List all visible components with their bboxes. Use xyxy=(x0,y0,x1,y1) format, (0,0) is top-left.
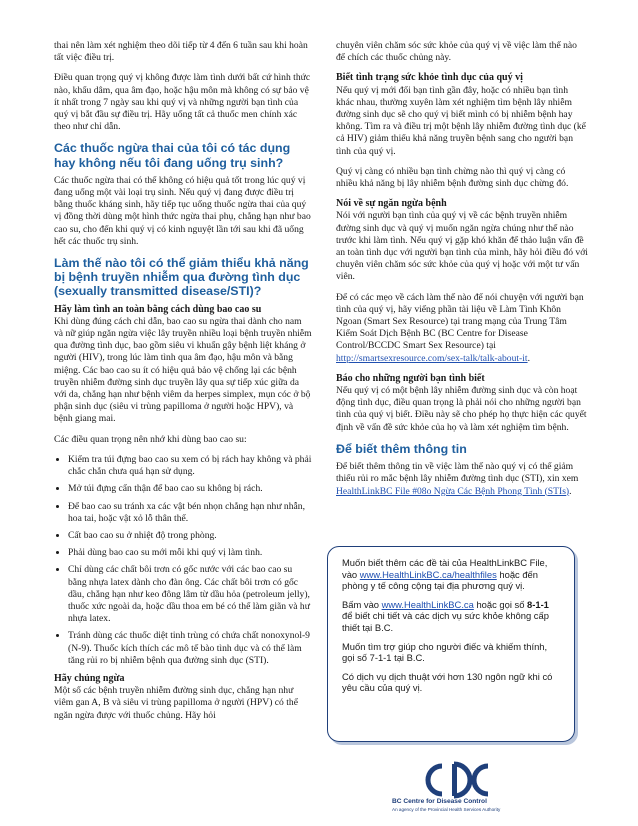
bccdc-logo xyxy=(392,760,542,820)
paragraph: Một số các bệnh truyền nhiễm đường sinh dục, chẳng hạn như viêm gan A, B và siêu vi trùng papilloma ở người (HPV) có thể ngăn ngừa được với thuốc chủng. Hãy hỏi xyxy=(54,685,298,721)
list-item: • Tránh dùng các thuốc diệt tinh trùng có chứa chất nonoxynol-9 (N-9). Thuốc kích thích các mô tế bào tình dục và có thể làm tăng rủi ro bị nhiễm bệnh qua đường sinh dục (STI). xyxy=(68,630,312,667)
paragraph: Các thuốc ngừa thai có thể không có hiệu quả tốt trong lúc quý vị đang uống một vài loại trụ sinh. Nếu quý vị đang được điều trị bằng thuốc kháng sinh, hãy tiếp tục uống thuốc ngừa thai của quý vị đồng thời dùng một hình thức ngừa thai phụ, chẳng hạn như bao cao su, cho đến khi quý vị có kinh nguyệt lần tới sau khi đã uống hết các thuốc trụ sinh. xyxy=(54,174,311,247)
list-item: • Mở túi đựng cẩn thận để bao cao su không bị rách. xyxy=(68,483,312,495)
paragraph: Điều quan trọng quý vị không được làm tình dưới bất cứ hình thức nào, khẩu dâm, qua âm đạo, hoặc hậu môn mà không có sự bảo vệ ít nhất trong 7 ngày sau khi quý vị và những người bạn tình của quý vị bắt đầu sự điều trị. Hãy uống tất cả thuốc men chính xác theo như chỉ dẫn. xyxy=(54,72,311,133)
healthlinkbc-info-box xyxy=(327,546,575,742)
section-heading-reduce: Làm thế nào tôi có thể giảm thiểu khả năng bị bệnh truyền nhiễm qua đường tình dục (sexually transmitted disease/STI)? xyxy=(54,256,309,299)
list-item: • Chỉ dùng các chất bôi trơn có gốc nước với các bao cao su bằng nhựa latex dành cho đàn ông. Các chất bôi trơn có gốc dầu, chẳng hạn như keo đông lâm từ dầu hỏa (petroleum jelly), thuốc xức ngoài da, hoặc dầu thoa em bé có thể làm giãn và hư nhựa latex. xyxy=(68,564,312,625)
phone-number: 8-1-1 xyxy=(527,598,549,610)
section-heading-more-info: Để biết thêm thông tin xyxy=(336,441,467,456)
paragraph-with-link xyxy=(336,461,588,498)
paragraph: Các điều quan trọng nên nhớ khi dùng bao cao su: xyxy=(54,433,247,445)
text: . xyxy=(527,352,530,364)
text: Bấm vào xyxy=(342,598,379,610)
text: Để có các mẹo về cách làm thế nào để nói chuyện với người bạn tình của quý vị, hãy viếng phần tài liệu về Làm Tình Khôn Ngoan (Smart Sex Resource) tại trang mạng của Trung Tâm Kiểm Soát Dịch Bệnh BC (BC Centre for Disease Control/BCCDC Smart Sex Resource) tại xyxy=(336,291,584,352)
list-item: • Kiểm tra túi đựng bao cao su xem có bị rách hay không và phải chắc chắn chưa quá hạn sử dụng. xyxy=(68,454,312,478)
logo-tagline: An agency of the Provincial Health Services Authority xyxy=(392,807,501,812)
text: . xyxy=(569,485,572,497)
logo-org-name: BC Centre for Disease Control xyxy=(392,798,487,805)
list-item: • Phải dùng bao cao su mới mỗi khi quý vị làm tình. xyxy=(68,547,312,559)
text: Muốn biết thêm các đề tài của HealthLinkBC File, vào xyxy=(342,557,548,580)
paragraph: Nếu quý vị có một bệnh lây nhiễm đường sinh dục và còn hoạt động tình dục, điều quan trọng là phải nói cho những người bạn tình của quý vị biết. Điều này sẽ cho phép họ thực hiện các quyết định về vấn đề sức khỏe của họ và làm xét nghiệm tìm bệnh. xyxy=(336,385,587,433)
subheading-know-status: Biết tình trạng sức khỏe tình dục của quý vị xyxy=(336,72,523,84)
left-column xyxy=(54,40,312,730)
paragraph: Khi dùng đúng cách chỉ dẫn, bao cao su ngừa thai dành cho nam và nữ giúp ngăn ngừa việc lây truyền nhiều loại bệnh truyền nhiễm qua đường tình dục, bao gồm siêu vi khuẩn gây bệnh liệt kháng ở người (HIV), trong lúc làm tình qua âm đạo, hậu môn và bằng miệng. Các bao cao su ít có hiệu quả bảo vệ chống lại các bệnh truyền nhiễm đường sinh dục truyền lây qua sự tiếp xúc giữa da với da, chẳng hạn như bệnh viêm da herpes simplex, mụn cóc ở bộ phận sinh dục (siêu vi trùng papilloma ở người hoặc HPV), và bệnh giang mai. xyxy=(54,315,312,425)
text: hoặc gọi số xyxy=(476,598,525,610)
list-item: • Cất bao cao su ở nhiệt độ trong phòng. xyxy=(68,530,312,542)
right-column xyxy=(336,40,588,506)
box-paragraph xyxy=(342,599,560,634)
paragraph: Quý vị càng có nhiều bạn tình chừng nào thì quý vị càng có nhiều khả năng bị lây nhiễm bệnh đường sinh dục chừng đó. xyxy=(336,165,569,190)
subheading-condom: Hãy làm tình an toàn bằng cách dùng bao cao su xyxy=(54,303,262,315)
text: Để biết thêm thông tin về việc làm thế nào quý vị có thể giảm thiểu rủi ro mắc bệnh lây nhiễm đường tình dục (STI), xin xem xyxy=(336,461,579,485)
healthlinkbc-link[interactable]: www.HealthLinkBC.ca xyxy=(381,598,474,610)
text: hoặc đến phòng y tế công cộng tại địa phương quý vị. xyxy=(342,568,538,592)
smart-sex-resource-link[interactable]: http://smartsexresource.com/sex-talk/talk-about-it xyxy=(336,352,528,364)
box-paragraph: Muốn tìm trợ giúp cho người điếc và khiếm thính, gọi số 7-1-1 tại B.C. xyxy=(342,640,548,664)
paragraph: chuyên viên chăm sóc sức khỏe của quý vị về việc làm thế nào để chích các thuốc chủng này. xyxy=(336,40,577,64)
text: để biết chi tiết và các dịch vụ sức khỏe không cấp thiết tại B.C. xyxy=(342,610,549,633)
paragraph: Nếu quý vị mới đổi bạn tình gần đây, hoặc có nhiều bạn tình khác nhau, thường xuyên làm xét nghiệm tìm bệnh lây nhiễm đường sinh dục sẽ cho quý vị biết mình có bị nhiễm bệnh hay không. Tìm ra và điều trị một bệnh lây nhiễm đường tình dục (kể cả HIV) giảm thiểu khả năng truyền bệnh sang cho người bạn tình của quý vị. xyxy=(336,84,586,157)
healthfiles-link[interactable]: www.HealthLinkBC.ca/healthfiles xyxy=(359,568,497,580)
box-paragraph: Có dịch vụ dịch thuật với hơn 130 ngôn ngữ khi có yêu cầu của quý vị. xyxy=(342,670,553,694)
list-item: • Để bao cao su tránh xa các vật bén nhọn chẳng hạn như nhẫn, hoa tai, hoặc vật xỏ lỗ thân thể. xyxy=(68,501,312,525)
section-heading-pill: Các thuốc ngừa thai của tôi có tác dụng hay không nếu tôi đang uống trụ sinh? xyxy=(54,141,291,170)
bccdc-logo-mark xyxy=(392,760,542,800)
box-paragraph xyxy=(342,557,560,592)
subheading-inform-partners: Báo cho những người bạn tình biết xyxy=(336,372,485,384)
condom-tips-list xyxy=(54,454,312,667)
subheading-talk: Nói về sự ngăn ngừa bệnh xyxy=(336,198,447,210)
subheading-vaccine: Hãy chủng ngừa xyxy=(54,672,125,684)
paragraph-with-link xyxy=(336,292,588,365)
paragraph: Nói với người bạn tình của quý vị về các bệnh truyền nhiễm đường sinh dục và quý vị muốn ngăn ngừa chúng như thế nào trước khi làm tình. Nếu quý vị gặp khó khăn để thảo luận vấn đề an toàn tình dục với người bạn tình của mình, hãy hỏi điều đó với chuyên viên chăm sóc sức khỏe của quý vị hoặc với một tư vấn viên. xyxy=(336,210,588,283)
paragraph: thai nên làm xét nghiệm theo dõi tiếp từ 4 đến 6 tuần sau khi hoàn tất việc điều trị. xyxy=(54,40,308,64)
healthlinkbc-file-link[interactable]: HealthLinkBC File #08o Ngừa Các Bệnh Phong Tình (STIs) xyxy=(336,485,570,497)
